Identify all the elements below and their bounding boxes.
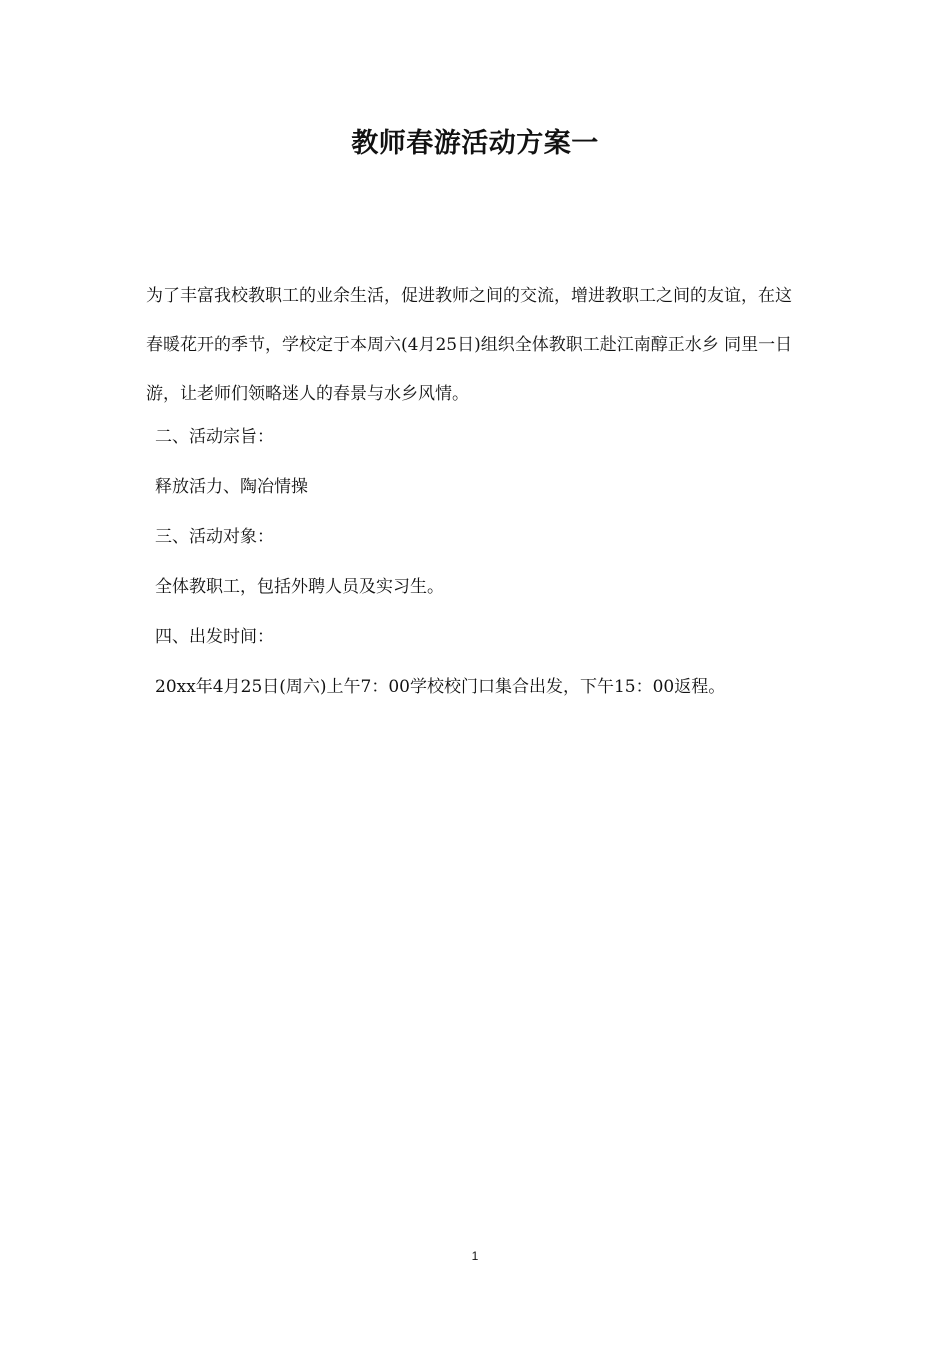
section-heading-participants: 三、活动对象： <box>155 527 274 547</box>
section-heading-purpose: 二、活动宗旨： <box>155 427 274 447</box>
section-content-departure-time: 20xx年4月25日(周六)上午7：00学校校门口集合出发，下午15：00返程。 <box>155 677 726 697</box>
section-content-purpose: 释放活力、陶冶情操 <box>155 477 308 497</box>
section-content-participants: 全体教职工，包括外聘人员及实习生。 <box>155 577 444 597</box>
intro-paragraph: 为了丰富我校教职工的业余生活，促进教师之间的交流，增进教职工之间的友谊，在这春暖花开的季节，学校定于本周六(4月25日)组织全体教职工赴江南醇正水乡 同里一日游，让老师们领略迷人的春景与水乡风情。 <box>146 286 793 404</box>
page-number: 1 <box>471 1249 479 1263</box>
section-heading-departure-time: 四、出发时间： <box>155 627 274 647</box>
document-title: 教师春游活动方案一 <box>351 128 599 159</box>
